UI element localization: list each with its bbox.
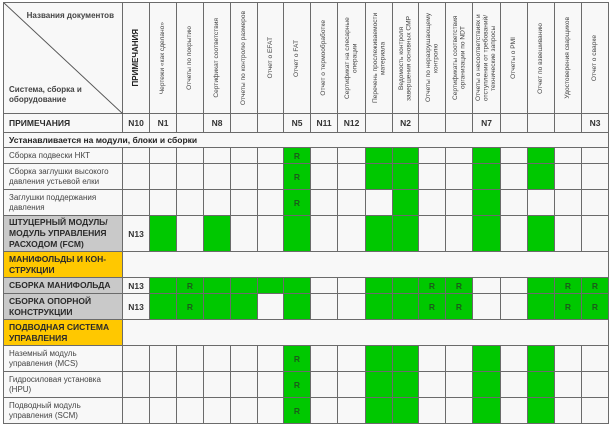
empty-cell bbox=[555, 190, 582, 216]
required-r-cell: R bbox=[284, 190, 311, 216]
empty-cell bbox=[311, 190, 338, 216]
required-cell bbox=[204, 278, 231, 294]
row-label: Сборка подвески НКТ bbox=[4, 148, 123, 164]
row-note-cell bbox=[123, 148, 150, 164]
note-cell: N8 bbox=[204, 114, 231, 133]
row-note-cell: N13 bbox=[123, 278, 150, 294]
required-r-cell: R bbox=[419, 278, 446, 294]
column-header-label: Отчеты по контролю размеров bbox=[240, 10, 248, 106]
note-cell bbox=[177, 114, 204, 133]
row-note-cell bbox=[123, 346, 150, 372]
empty-cell bbox=[582, 372, 609, 398]
empty-cell bbox=[419, 398, 446, 424]
column-header bbox=[123, 3, 150, 114]
column-header bbox=[284, 3, 311, 114]
note-cell bbox=[446, 114, 473, 133]
empty-cell bbox=[446, 372, 473, 398]
system-assembly-label: Система, сборка и оборудование bbox=[9, 85, 82, 104]
column-header-label: Отчет о FAT bbox=[293, 39, 301, 77]
empty-cell bbox=[338, 294, 366, 320]
note-cell: N3 bbox=[582, 114, 609, 133]
row-note-cell bbox=[123, 190, 150, 216]
empty-cell bbox=[258, 190, 284, 216]
column-header-label: Перечень прослеживаемости материала bbox=[371, 12, 386, 104]
required-cell bbox=[528, 398, 555, 424]
empty-cell bbox=[446, 164, 473, 190]
required-cell bbox=[473, 216, 501, 252]
group-header-fill bbox=[123, 252, 609, 278]
empty-cell bbox=[501, 346, 528, 372]
empty-cell bbox=[150, 398, 177, 424]
required-r-cell: R bbox=[177, 294, 204, 320]
note-cell bbox=[258, 114, 284, 133]
empty-cell bbox=[150, 148, 177, 164]
required-cell bbox=[393, 148, 419, 164]
required-cell bbox=[366, 164, 393, 190]
empty-cell bbox=[419, 372, 446, 398]
empty-cell bbox=[177, 164, 204, 190]
column-header bbox=[231, 3, 258, 114]
row-label: Наземный модуль управления (MCS) bbox=[4, 346, 123, 372]
empty-cell bbox=[311, 278, 338, 294]
required-cell bbox=[393, 164, 419, 190]
column-header bbox=[582, 3, 609, 114]
required-r-cell: R bbox=[284, 148, 311, 164]
notes-row-label: ПРИМЕЧАНИЯ bbox=[4, 114, 123, 133]
column-header bbox=[446, 3, 473, 114]
empty-cell bbox=[501, 190, 528, 216]
empty-cell bbox=[231, 164, 258, 190]
required-cell bbox=[528, 294, 555, 320]
required-cell bbox=[473, 398, 501, 424]
column-header bbox=[311, 3, 338, 114]
column-header-label: Ведомость контроля завершения основных СМР bbox=[398, 15, 413, 101]
empty-cell bbox=[231, 372, 258, 398]
empty-cell bbox=[473, 294, 501, 320]
note-cell: N5 bbox=[284, 114, 311, 133]
required-r-cell: R bbox=[555, 278, 582, 294]
required-cell bbox=[473, 372, 501, 398]
required-r-cell: R bbox=[582, 294, 609, 320]
empty-cell bbox=[204, 398, 231, 424]
required-cell bbox=[393, 216, 419, 252]
required-cell bbox=[366, 372, 393, 398]
empty-cell bbox=[338, 216, 366, 252]
empty-cell bbox=[258, 346, 284, 372]
group-header-label: ПОДВОДНАЯ СИСТЕМА УПРАВЛЕНИЯ bbox=[4, 320, 123, 346]
empty-cell bbox=[204, 148, 231, 164]
column-header bbox=[555, 3, 582, 114]
empty-cell bbox=[582, 164, 609, 190]
empty-cell bbox=[419, 216, 446, 252]
empty-cell bbox=[419, 190, 446, 216]
column-header-label: Сертификаты соответствия организации по NDT bbox=[451, 15, 466, 101]
empty-cell bbox=[582, 398, 609, 424]
column-header-label: Отчеты по покрытию bbox=[186, 26, 194, 90]
column-header bbox=[338, 3, 366, 114]
column-header-label: Отчеты о несоответствиях и отступлении от требований/ технические запросы bbox=[475, 14, 498, 102]
empty-cell bbox=[177, 190, 204, 216]
note-cell: N7 bbox=[473, 114, 501, 133]
column-header-label: Сертификат соответствия bbox=[213, 18, 221, 98]
empty-cell bbox=[204, 164, 231, 190]
empty-cell bbox=[258, 216, 284, 252]
empty-cell bbox=[555, 148, 582, 164]
required-cell bbox=[528, 164, 555, 190]
empty-cell bbox=[501, 216, 528, 252]
column-header-label: Отчеты о PMI bbox=[510, 37, 518, 79]
required-cell bbox=[150, 294, 177, 320]
empty-cell bbox=[366, 190, 393, 216]
note-cell bbox=[528, 114, 555, 133]
row-label: СБОРКА ОПОРНОЙ КОНСТРУКЦИИ bbox=[4, 294, 123, 320]
required-cell bbox=[528, 372, 555, 398]
note-cell bbox=[366, 114, 393, 133]
column-header-label: Чертежи «как сделано» bbox=[159, 21, 167, 95]
empty-cell bbox=[311, 346, 338, 372]
note-cell bbox=[555, 114, 582, 133]
empty-cell bbox=[555, 216, 582, 252]
required-cell bbox=[393, 372, 419, 398]
empty-cell bbox=[338, 190, 366, 216]
empty-cell bbox=[311, 148, 338, 164]
empty-cell bbox=[501, 372, 528, 398]
column-header bbox=[366, 3, 393, 114]
required-cell bbox=[150, 216, 177, 252]
empty-cell bbox=[311, 216, 338, 252]
column-header bbox=[501, 3, 528, 114]
row-label: Подводный модуль управления (SCM) bbox=[4, 398, 123, 424]
empty-cell bbox=[338, 278, 366, 294]
required-cell bbox=[366, 346, 393, 372]
column-header-label: Отчет о сварке bbox=[591, 34, 599, 82]
group-header-fill bbox=[123, 320, 609, 346]
row-note-cell: N13 bbox=[123, 216, 150, 252]
required-cell bbox=[284, 278, 311, 294]
empty-cell bbox=[501, 148, 528, 164]
empty-cell bbox=[501, 294, 528, 320]
column-header-label: ПРИМЕЧАНИЯ bbox=[131, 29, 141, 87]
column-header-label: Отчеты по неразрушающему контролю bbox=[424, 13, 439, 103]
required-cell bbox=[473, 148, 501, 164]
empty-cell bbox=[338, 398, 366, 424]
empty-cell bbox=[204, 372, 231, 398]
empty-cell bbox=[338, 148, 366, 164]
empty-cell bbox=[446, 148, 473, 164]
empty-cell bbox=[446, 216, 473, 252]
required-cell bbox=[393, 398, 419, 424]
column-header bbox=[473, 3, 501, 114]
corner-header-cell bbox=[4, 3, 123, 114]
group-header-label: МАНИФОЛЬДЫ И КОН-СТРУКЦИИ bbox=[4, 252, 123, 278]
required-cell bbox=[393, 278, 419, 294]
column-header-label: Отчет о термообработке bbox=[320, 20, 328, 96]
required-cell bbox=[204, 294, 231, 320]
required-cell bbox=[393, 190, 419, 216]
required-cell bbox=[528, 346, 555, 372]
column-header-label: Удостоверения сварщиков bbox=[564, 17, 572, 99]
empty-cell bbox=[338, 164, 366, 190]
required-r-cell: R bbox=[284, 164, 311, 190]
row-note-cell: N13 bbox=[123, 294, 150, 320]
required-r-cell: R bbox=[582, 278, 609, 294]
required-cell bbox=[366, 398, 393, 424]
required-r-cell: R bbox=[284, 346, 311, 372]
empty-cell bbox=[582, 148, 609, 164]
row-label: СБОРКА МАНИФОЛЬДА bbox=[4, 278, 123, 294]
empty-cell bbox=[231, 148, 258, 164]
empty-cell bbox=[177, 398, 204, 424]
required-cell bbox=[150, 278, 177, 294]
empty-cell bbox=[231, 398, 258, 424]
empty-cell bbox=[258, 148, 284, 164]
empty-cell bbox=[258, 294, 284, 320]
required-cell bbox=[204, 216, 231, 252]
column-header bbox=[204, 3, 231, 114]
empty-cell bbox=[311, 164, 338, 190]
required-cell bbox=[393, 294, 419, 320]
note-cell: N2 bbox=[393, 114, 419, 133]
required-cell bbox=[284, 294, 311, 320]
document-names-label: Названия документов bbox=[26, 11, 114, 20]
empty-cell bbox=[258, 398, 284, 424]
required-cell bbox=[258, 278, 284, 294]
column-header bbox=[177, 3, 204, 114]
empty-cell bbox=[311, 372, 338, 398]
column-header bbox=[419, 3, 446, 114]
empty-cell bbox=[582, 190, 609, 216]
empty-cell bbox=[150, 346, 177, 372]
required-cell bbox=[366, 278, 393, 294]
empty-cell bbox=[258, 164, 284, 190]
required-cell bbox=[528, 148, 555, 164]
required-r-cell: R bbox=[446, 278, 473, 294]
empty-cell bbox=[177, 372, 204, 398]
required-cell bbox=[393, 346, 419, 372]
empty-cell bbox=[177, 346, 204, 372]
empty-cell bbox=[582, 346, 609, 372]
required-cell bbox=[366, 148, 393, 164]
empty-cell bbox=[555, 164, 582, 190]
empty-cell bbox=[501, 278, 528, 294]
row-note-cell bbox=[123, 372, 150, 398]
empty-cell bbox=[231, 346, 258, 372]
required-r-cell: R bbox=[446, 294, 473, 320]
column-header bbox=[258, 3, 284, 114]
column-header-label: Отчет о EFAT bbox=[266, 37, 274, 79]
required-cell bbox=[473, 346, 501, 372]
empty-cell bbox=[258, 372, 284, 398]
row-note-cell bbox=[123, 398, 150, 424]
empty-cell bbox=[446, 398, 473, 424]
note-cell bbox=[501, 114, 528, 133]
note-cell: N10 bbox=[123, 114, 150, 133]
empty-cell bbox=[446, 190, 473, 216]
empty-cell bbox=[338, 346, 366, 372]
empty-cell bbox=[338, 372, 366, 398]
required-r-cell: R bbox=[419, 294, 446, 320]
empty-cell bbox=[311, 294, 338, 320]
empty-cell bbox=[150, 190, 177, 216]
empty-cell bbox=[177, 216, 204, 252]
column-header bbox=[393, 3, 419, 114]
required-cell bbox=[366, 294, 393, 320]
empty-cell bbox=[501, 398, 528, 424]
empty-cell bbox=[204, 190, 231, 216]
empty-cell bbox=[473, 278, 501, 294]
row-label: Заглушки поддержания давления bbox=[4, 190, 123, 216]
column-header-label: Отчет по взвешиванию bbox=[537, 22, 545, 94]
required-cell bbox=[284, 216, 311, 252]
required-cell bbox=[473, 164, 501, 190]
empty-cell bbox=[419, 148, 446, 164]
column-header bbox=[528, 3, 555, 114]
required-r-cell: R bbox=[284, 398, 311, 424]
note-cell: N1 bbox=[150, 114, 177, 133]
empty-cell bbox=[150, 164, 177, 190]
required-cell bbox=[528, 216, 555, 252]
required-cell bbox=[231, 278, 258, 294]
empty-cell bbox=[419, 346, 446, 372]
empty-cell bbox=[582, 216, 609, 252]
note-cell: N11 bbox=[311, 114, 338, 133]
note-cell bbox=[231, 114, 258, 133]
empty-cell bbox=[231, 190, 258, 216]
empty-cell bbox=[311, 398, 338, 424]
row-note-cell bbox=[123, 164, 150, 190]
empty-cell bbox=[555, 372, 582, 398]
note-cell: N12 bbox=[338, 114, 366, 133]
required-cell bbox=[473, 190, 501, 216]
required-cell bbox=[231, 294, 258, 320]
column-header bbox=[150, 3, 177, 114]
required-r-cell: R bbox=[284, 372, 311, 398]
section-header-row: Устанавливается на модули, блоки и сборки bbox=[4, 133, 609, 148]
empty-cell bbox=[555, 346, 582, 372]
required-cell bbox=[528, 278, 555, 294]
empty-cell bbox=[555, 398, 582, 424]
row-label: ШТУЦЕРНЫЙ МОДУЛЬ/ МОДУЛЬ УПРАВЛЕНИЯ РАСХОДОМ (FCM) bbox=[4, 216, 123, 252]
row-label: Сборка заглушки высокого давления устьевой елки bbox=[4, 164, 123, 190]
empty-cell bbox=[177, 148, 204, 164]
row-label: Гидросиловая установка (HPU) bbox=[4, 372, 123, 398]
empty-cell bbox=[528, 190, 555, 216]
empty-cell bbox=[501, 164, 528, 190]
empty-cell bbox=[231, 216, 258, 252]
empty-cell bbox=[150, 372, 177, 398]
note-cell bbox=[419, 114, 446, 133]
empty-cell bbox=[204, 346, 231, 372]
empty-cell bbox=[446, 346, 473, 372]
document-matrix-table bbox=[4, 3, 609, 424]
required-r-cell: R bbox=[177, 278, 204, 294]
required-r-cell: R bbox=[555, 294, 582, 320]
empty-cell bbox=[419, 164, 446, 190]
required-cell bbox=[366, 216, 393, 252]
column-header-label: Сертификат на слесарные операции bbox=[344, 17, 359, 99]
